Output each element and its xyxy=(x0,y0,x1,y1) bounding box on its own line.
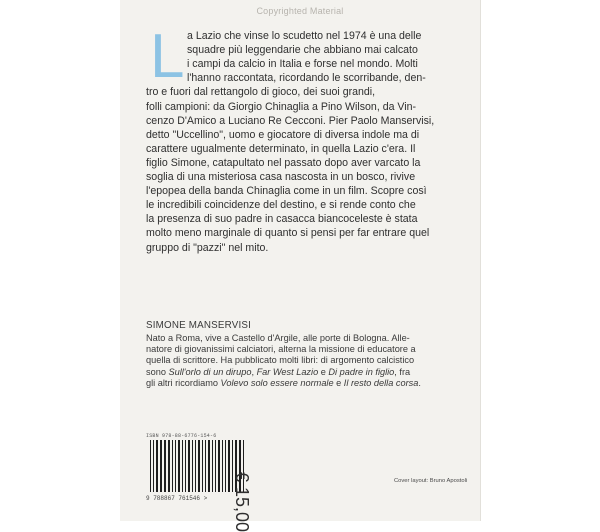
barcode-bar xyxy=(208,440,210,492)
book-title: Sull'orlo di un dirupo xyxy=(168,366,252,377)
barcode-bar xyxy=(175,440,176,492)
blurb-line: squadre più leggendarie che abbiano mai calcato xyxy=(187,44,418,57)
barcode-bar xyxy=(218,440,220,492)
barcode-bar xyxy=(150,440,151,492)
barcode-bar xyxy=(212,440,213,492)
barcode-bar xyxy=(178,440,180,492)
bio-text: e xyxy=(318,366,329,377)
blurb-line: l'epopea della banda Chinaglia come in un film. Scopre così xyxy=(146,185,427,198)
blurb-line: le incredibili coincidenze del destino, e si rende conto che xyxy=(146,199,416,212)
bio-text: quella di scrittore. Ha pubblicato molti libri: di argomento calcistico xyxy=(146,355,415,366)
barcode-bar xyxy=(202,440,203,492)
barcode-bar xyxy=(195,440,196,492)
bio-text: , xyxy=(251,366,257,377)
page-edge xyxy=(480,0,481,521)
barcode-bar xyxy=(164,440,166,492)
price-label: € 15,00 xyxy=(232,472,252,532)
blurb-line: cenzo D'Amico a Luciano Re Cecconi. Pier Paolo Manservisi, xyxy=(146,114,435,127)
barcode-bar xyxy=(172,440,173,492)
dropcap-letter: L xyxy=(150,22,185,91)
watermark: Copyrighted Material xyxy=(256,6,344,16)
bio-text: , fra xyxy=(394,366,411,377)
bio-text: . xyxy=(418,377,421,388)
barcode-digits xyxy=(146,495,207,502)
barcode-bar xyxy=(160,440,162,492)
blurb-line: carattere ugualmente determinato, in quella Lazio c'era. Il xyxy=(146,142,416,155)
barcode-number: 9 788867 761546 xyxy=(146,495,201,502)
book-title: Il resto della corsa xyxy=(343,377,419,388)
bio-line xyxy=(146,355,476,366)
bio-line xyxy=(146,344,476,355)
isbn-text: ISBN 978-88-6776-154-6 xyxy=(146,433,217,439)
bio-text: gli altri ricordiamo xyxy=(146,377,221,388)
barcode-bar xyxy=(192,440,193,492)
author-section xyxy=(146,320,476,389)
barcode-bar xyxy=(168,440,170,492)
author-name: SIMONE MANSERVISI xyxy=(146,320,252,331)
cover-credit: Cover layout: Bruno Apostoli xyxy=(394,478,468,484)
barcode-bar xyxy=(156,440,158,492)
blurb-line: gruppo di "pazzi" nel mito. xyxy=(146,241,269,254)
bio-text: sono xyxy=(146,366,169,377)
barcode-bar xyxy=(215,440,216,492)
book-title: Far West Lazio xyxy=(256,366,319,377)
bio-line xyxy=(146,378,476,389)
book-title: Volevo solo essere normale xyxy=(220,377,334,388)
barcode-bar xyxy=(225,440,226,492)
bio-line xyxy=(146,333,476,344)
blurb-line: l'hanno raccontata, ricordando le scorribande, den- xyxy=(187,72,426,85)
barcode-bar xyxy=(205,440,206,492)
blurb-line: folli campioni: da Giorgio Chinaglia a Pino Wilson, da Vin- xyxy=(146,100,417,113)
bio-text: Nato a Roma, vive a Castello d'Argile, alle porte di Bologna. Alle- xyxy=(146,333,410,343)
bio-line xyxy=(146,367,476,378)
barcode-bar xyxy=(222,440,223,492)
book-title: Di padre in figlio xyxy=(328,366,395,377)
barcode-bar xyxy=(182,440,183,492)
barcode-bar xyxy=(188,440,190,492)
blurb-line: figlio Simone, catapultato nel passato dopo aver varcato la xyxy=(146,156,421,169)
blurb-line: a Lazio che vinse lo scudetto nel 1974 è una delle xyxy=(187,30,422,42)
bio-text: e xyxy=(333,377,344,388)
author-bio xyxy=(146,333,476,389)
blurb-line: i campi da calcio in Italia e forse nel mondo. Molti xyxy=(187,58,418,71)
bio-text: natore di giovanissimi calciatori, alterna la missione di educatore a xyxy=(146,344,416,355)
blurb-line: la presenza di suo padre in casacca biancoceleste è stata xyxy=(146,213,418,226)
blurb-line: tro e fuori dal rettangolo di gioco, dei suoi grandi, xyxy=(146,86,376,99)
barcode-bar xyxy=(153,440,154,492)
barcode-addon-marker: > xyxy=(203,495,208,502)
blurb-line: detto "Uccellino", uomo e giocatore di diversa indole ma di xyxy=(146,128,420,141)
barcode-bar xyxy=(198,440,200,492)
barcode-bar xyxy=(185,440,186,492)
blurb-line: molto meno marginale di quanto si pensi per far entrare quel xyxy=(146,227,430,240)
blurb-line: soglia di una misteriosa casa nascosta in un bosco, rivive xyxy=(146,171,416,183)
barcode-bar xyxy=(228,440,230,492)
